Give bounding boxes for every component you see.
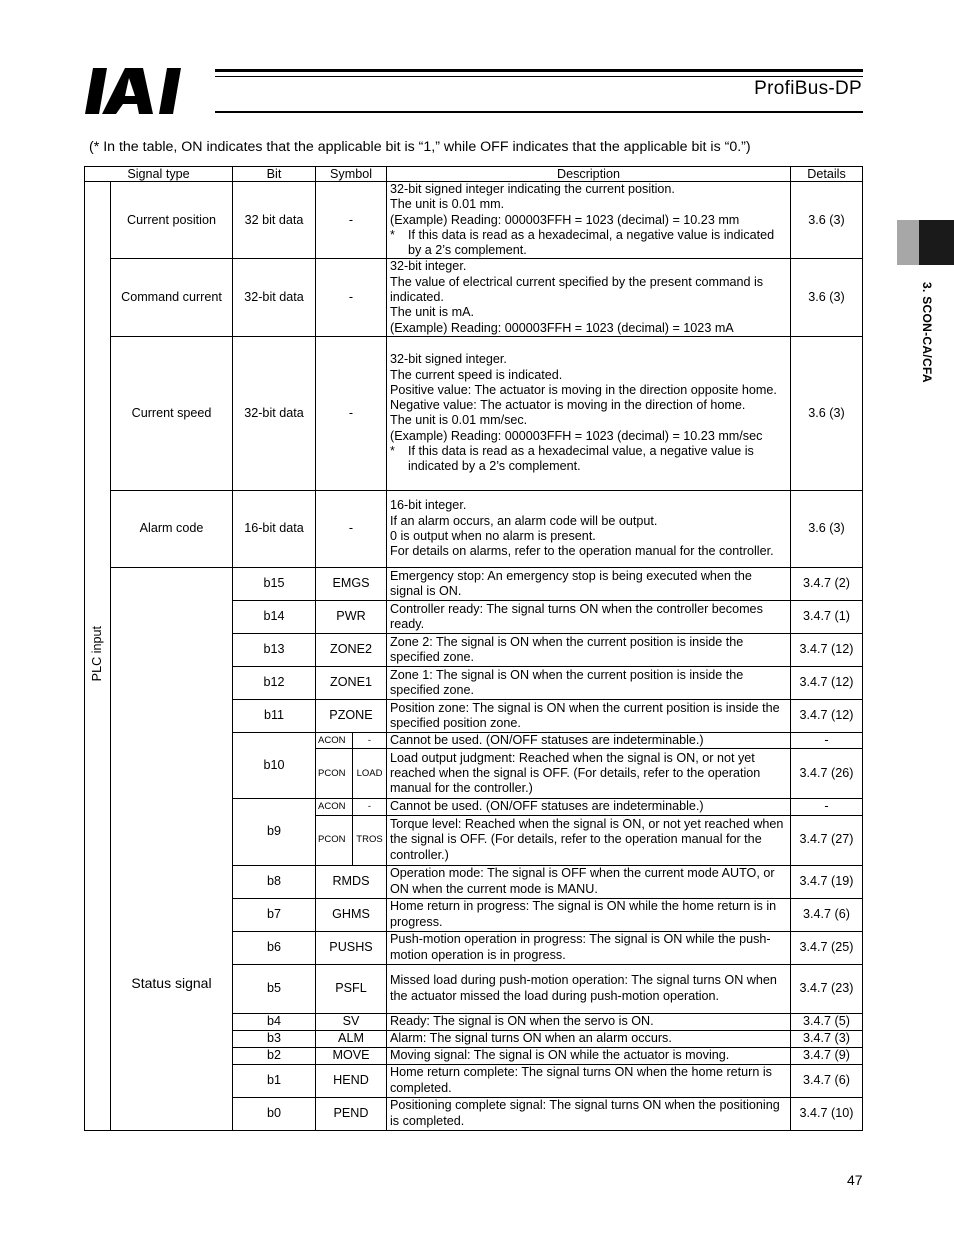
symbol-cell: HEND [316, 1064, 387, 1097]
symbol-cell: ZONE2 [316, 633, 387, 666]
table-row [85, 490, 863, 567]
bit-cell: b12 [233, 666, 316, 699]
description-line: The current speed is indicated. [390, 367, 563, 382]
description-cell: Moving signal: The signal is ON while the actuator is moving. [387, 1047, 791, 1064]
description-line: (Example) Reading: 000003FFH = 1023 (decimal) = 1023 mA [390, 320, 734, 335]
symbol-cell: PUSHS [316, 931, 387, 964]
table-row [85, 259, 863, 336]
bit-cell: 32-bit data [233, 259, 316, 336]
description-line: 32-bit signed integer. [390, 352, 507, 367]
details-cell: 3.4.7 (12) [791, 699, 863, 732]
product-name: ProfiBus-DP [754, 78, 862, 99]
bit-cell: 32 bit data [233, 182, 316, 259]
details-cell: 3.4.7 (25) [791, 931, 863, 964]
description-line: The unit is 0.01 mm. [390, 197, 505, 212]
description-cell: Home return in progress: The signal is ON while the home return is in progress. [387, 898, 791, 931]
description-cell: Alarm: The signal turns ON when an alarm occurs. [387, 1030, 791, 1047]
symbol-cell: RMDS [316, 865, 387, 898]
bit-cell: b10 [233, 732, 316, 798]
details-cell: 3.4.7 (19) [791, 865, 863, 898]
details-cell: 3.4.7 (27) [791, 815, 863, 865]
symbol-cell: - [316, 259, 387, 336]
details-cell: 3.6 (3) [791, 490, 863, 567]
description-cell: Cannot be used. (ON/OFF statuses are indeterminable.) [387, 732, 791, 748]
signal-table [84, 166, 863, 1131]
controller-cell: PCON [316, 815, 353, 865]
description-line: 32-bit integer. [390, 259, 467, 274]
plc-input-label: PLC input [89, 625, 104, 682]
details-cell: - [791, 732, 863, 748]
description-line: 16-bit integer. [390, 498, 467, 513]
table-row [85, 336, 863, 490]
bit-cell: b1 [233, 1064, 316, 1097]
chapter-tab-label: 3. SCON-CA/CFA [920, 282, 934, 383]
signal-name-cell: Current position [111, 182, 233, 259]
description-cell [387, 336, 791, 490]
description-line: Negative value: The actuator is moving in the direction of home. [390, 398, 746, 413]
description-cell [387, 259, 791, 336]
description-line: The unit is 0.01 mm/sec. [390, 413, 528, 428]
signal-name-cell: Alarm code [111, 490, 233, 567]
description-cell: Zone 1: The signal is ON when the current position is inside the specified zone. [387, 666, 791, 699]
symbol-cell: GHMS [316, 898, 387, 931]
description-cell: Zone 2: The signal is ON when the current position is inside the specified zone. [387, 633, 791, 666]
description-cell [387, 182, 791, 259]
symbol-cell: EMGS [316, 567, 387, 600]
bit-cell: b13 [233, 633, 316, 666]
description-cell: Ready: The signal is ON when the servo is ON. [387, 1013, 791, 1030]
details-cell: 3.4.7 (26) [791, 749, 863, 799]
table-header-row [85, 167, 863, 182]
bit-cell: b11 [233, 699, 316, 732]
details-cell: 3.4.7 (23) [791, 964, 863, 1013]
details-cell: 3.4.7 (2) [791, 567, 863, 600]
description-cell: Emergency stop: An emergency stop is being executed when the signal is ON. [387, 567, 791, 600]
header-details: Details [791, 167, 863, 182]
details-cell: 3.4.7 (3) [791, 1030, 863, 1047]
symbol-cell: ZONE1 [316, 666, 387, 699]
bit-cell: b8 [233, 865, 316, 898]
bit-cell: b9 [233, 799, 316, 865]
bit-cell: b0 [233, 1097, 316, 1130]
header-bit: Bit [233, 167, 316, 182]
description-cell: Torque level: Reached when the signal is ON, or not yet reached when the signal is OFF. (For details, refer to the operation manual for the controller.) [387, 815, 791, 865]
symbol-cell: - [353, 732, 387, 748]
description-line: For details on alarms, refer to the operation manual for the controller. [390, 544, 774, 559]
symbol-cell: PZONE [316, 699, 387, 732]
symbol-cell: - [316, 336, 387, 490]
symbol-cell: ALM [316, 1030, 387, 1047]
page-number: 47 [847, 1172, 863, 1188]
footnote-text: If this data is read as a hexadecimal value, a negative value is indicated by a 2’s complement. [408, 444, 754, 474]
symbol-cell: TROS [353, 815, 387, 865]
iai-logo [85, 66, 205, 116]
description-line: The value of electrical current specified by the present command is indicated. [390, 274, 764, 305]
description-footnote [390, 444, 787, 475]
description-cell: Home return complete: The signal turns ON when the home return is completed. [387, 1064, 791, 1097]
details-cell: 3.4.7 (10) [791, 1097, 863, 1130]
description-cell: Missed load during push-motion operation: The signal turns ON when the actuator missed the load during push-motion operation. [387, 964, 791, 1013]
symbol-cell: - [353, 799, 387, 815]
bit-cell: b2 [233, 1047, 316, 1064]
description-cell [387, 490, 791, 567]
details-cell: - [791, 799, 863, 815]
footnote-text: If this data is read as a hexadecimal, a negative value is indicated by a 2’s complement. [408, 227, 775, 258]
details-cell: 3.6 (3) [791, 336, 863, 490]
bit-cell: 32-bit data [233, 336, 316, 490]
header-rule-thick [215, 69, 863, 72]
symbol-cell: MOVE [316, 1047, 387, 1064]
symbol-cell: LOAD [353, 749, 387, 799]
symbol-cell: SV [316, 1013, 387, 1030]
header-signal-type: Signal type [85, 167, 233, 182]
table-row [85, 182, 863, 259]
description-line: The unit is mA. [390, 305, 474, 320]
symbol-cell: PEND [316, 1097, 387, 1130]
details-cell: 3.4.7 (1) [791, 600, 863, 633]
bit-cell: b6 [233, 931, 316, 964]
plc-input-group-cell [85, 182, 111, 1131]
signal-name-cell: Command current [111, 259, 233, 336]
bit-cell: b14 [233, 600, 316, 633]
description-line: (Example) Reading: 000003FFH = 1023 (decimal) = 10.23 mm [390, 212, 740, 227]
bit-cell: 16-bit data [233, 490, 316, 567]
description-cell: Controller ready: The signal turns ON when the controller becomes ready. [387, 600, 791, 633]
details-cell: 3.6 (3) [791, 182, 863, 259]
details-cell: 3.4.7 (12) [791, 633, 863, 666]
header-rule-thin [215, 76, 863, 77]
symbol-cell: PWR [316, 600, 387, 633]
symbol-cell: - [316, 490, 387, 567]
description-cell: Load output judgment: Reached when the signal is ON, or not yet reached when the signal is OFF. (For details, refer to the operation manual for the controller.) [387, 749, 791, 799]
footnote-mark: * [390, 227, 395, 242]
description-cell: Cannot be used. (ON/OFF statuses are indeterminable.) [387, 799, 791, 815]
description-line: (Example) Reading: 000003FFH = 1023 (decimal) = 10.23 mm/sec [390, 428, 763, 443]
signal-name-cell: Current speed [111, 336, 233, 490]
details-cell: 3.6 (3) [791, 259, 863, 336]
description-line: Positive value: The actuator is moving in the direction opposite home. [390, 382, 777, 397]
bit-cell: b4 [233, 1013, 316, 1030]
description-line: 32-bit signed integer indicating the current position. [390, 182, 675, 196]
bit-cell: b3 [233, 1030, 316, 1047]
description-line: If an alarm occurs, an alarm code will be output. [390, 513, 658, 528]
symbol-cell: PSFL [316, 964, 387, 1013]
controller-cell: ACON [316, 799, 353, 815]
header-description: Description [387, 167, 791, 182]
details-cell: 3.4.7 (12) [791, 666, 863, 699]
chapter-tab-marker [897, 220, 954, 265]
description-cell: Push-motion operation in progress: The signal is ON while the push-motion operation is in progress. [387, 931, 791, 964]
details-cell: 3.4.7 (6) [791, 898, 863, 931]
details-cell: 3.4.7 (6) [791, 1064, 863, 1097]
description-footnote [390, 228, 787, 259]
details-cell: 3.4.7 (9) [791, 1047, 863, 1064]
description-cell: Position zone: The signal is ON when the current position is inside the specified position zone. [387, 699, 791, 732]
details-cell: 3.4.7 (5) [791, 1013, 863, 1030]
header-symbol: Symbol [316, 167, 387, 182]
bit-cell: b5 [233, 964, 316, 1013]
controller-cell: ACON [316, 732, 353, 748]
description-line: 0 is output when no alarm is present. [390, 528, 596, 543]
controller-cell: PCON [316, 749, 353, 799]
symbol-cell: - [316, 182, 387, 259]
status-signal-label: Status signal [111, 567, 233, 1130]
description-cell: Operation mode: The signal is OFF when the current mode AUTO, or ON when the current mode is MANU. [387, 865, 791, 898]
description-cell: Positioning complete signal: The signal turns ON when the positioning is completed. [387, 1097, 791, 1130]
bit-cell: b15 [233, 567, 316, 600]
bit-note: (* In the table, ON indicates that the applicable bit is “1,” while OFF indicates that the applicable bit is “0.”) [89, 139, 751, 155]
footnote-mark: * [390, 444, 395, 459]
bit-cell: b7 [233, 898, 316, 931]
table-row [85, 567, 863, 600]
header-rule-bottom [215, 111, 863, 113]
